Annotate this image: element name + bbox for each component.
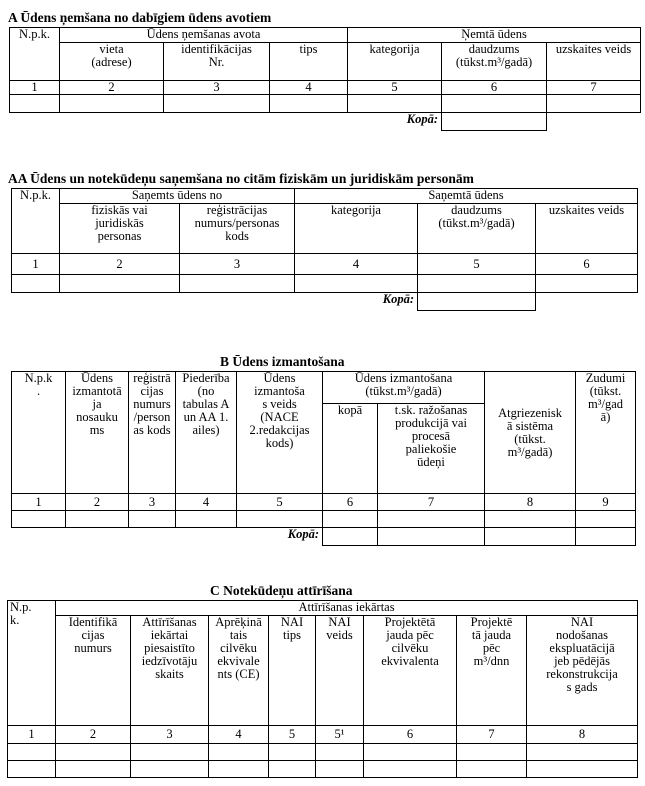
cell[interactable]	[176, 511, 237, 528]
col-number: 5	[418, 254, 536, 275]
col-pe-calculated: Aprēķinā tais cilvēku ekvivale nts (CE)	[209, 616, 269, 726]
section-a	[0, 10, 641, 131]
col-number: 8	[527, 726, 638, 744]
cell[interactable]	[348, 95, 442, 113]
cell[interactable]	[269, 761, 316, 778]
total-cell[interactable]	[485, 528, 576, 546]
cell[interactable]	[131, 761, 209, 778]
cell[interactable]	[418, 275, 536, 293]
cell[interactable]	[316, 744, 364, 761]
col-number: 3	[131, 726, 209, 744]
col-belonging: Piederība (no tabulas A un AA 1. ailes)	[176, 372, 237, 494]
col-number: 4	[295, 254, 418, 275]
cell[interactable]	[12, 275, 60, 293]
col-user-name: Ūdens izmantotā ja nosauku ms	[66, 372, 129, 494]
group-taken: Ņemtā ūdens	[348, 28, 641, 43]
col-number: 5	[237, 494, 323, 511]
total-amount-cell[interactable]	[418, 293, 536, 311]
col-number: 5¹	[316, 726, 364, 744]
col-category: kategorija	[295, 204, 418, 254]
group-treatment-plants: Attīrīšanas iekārtas	[56, 601, 638, 616]
cell[interactable]	[316, 761, 364, 778]
cell[interactable]	[576, 511, 636, 528]
col-reg-number: reģistrācijas numurs/personas kods	[180, 204, 295, 254]
col-npk: N.p.k .	[12, 372, 66, 494]
col-number: 9	[576, 494, 636, 511]
group-received-from: Saņemts ūdens no	[60, 189, 295, 204]
cell[interactable]	[485, 511, 576, 528]
cell[interactable]	[131, 744, 209, 761]
total-cell[interactable]	[378, 528, 485, 546]
col-nai-kind: NAI veids	[316, 616, 364, 726]
col-commissioning-year: NAI nodošanas ekspluatācijā jeb pēdējās rekonstrukcija s gads	[527, 616, 638, 726]
table-c	[7, 600, 638, 778]
cell[interactable]	[378, 511, 485, 528]
col-number: 2	[60, 81, 164, 95]
cell[interactable]	[164, 95, 270, 113]
cell[interactable]	[60, 95, 164, 113]
number-row	[8, 726, 638, 744]
col-id-number: identifikācijas Nr.	[164, 43, 270, 81]
cell[interactable]	[180, 275, 295, 293]
col-number: 1	[12, 254, 60, 275]
col-number: 4	[270, 81, 348, 95]
col-nai-type: NAI tips	[269, 616, 316, 726]
total-row	[12, 528, 636, 546]
col-reg-number: reģistrā cijas numurs /person as kods	[129, 372, 176, 494]
cell[interactable]	[527, 761, 638, 778]
col-number: 1	[12, 494, 66, 511]
cell[interactable]	[295, 275, 418, 293]
cell[interactable]	[323, 511, 378, 528]
cell[interactable]	[56, 761, 131, 778]
col-number: 6	[536, 254, 638, 275]
section-c	[0, 583, 638, 778]
table-row	[12, 511, 636, 528]
col-design-capacity-m3: Projektē tā jauda pēc m³/dnn	[457, 616, 527, 726]
section-b	[0, 354, 636, 546]
cell[interactable]	[56, 744, 131, 761]
col-number: 1	[8, 726, 56, 744]
col-number: 2	[66, 494, 129, 511]
total-row	[12, 293, 638, 311]
col-metering: uzskaites veids	[536, 204, 638, 254]
col-number: 6	[323, 494, 378, 511]
col-type: tips	[270, 43, 348, 81]
col-amount: daudzums (tūkst.m³/gadā)	[442, 43, 547, 81]
col-npk: N.p.k.	[10, 28, 60, 81]
col-number: 2	[56, 726, 131, 744]
cell[interactable]	[209, 744, 269, 761]
col-number: 2	[60, 254, 180, 275]
col-npk: N.p.k.	[12, 189, 60, 254]
cell[interactable]	[60, 275, 180, 293]
total-cell[interactable]	[576, 528, 636, 546]
col-number: 1	[10, 81, 60, 95]
cell[interactable]	[536, 275, 638, 293]
col-number: 5	[269, 726, 316, 744]
cell[interactable]	[457, 744, 527, 761]
cell[interactable]	[269, 744, 316, 761]
total-label: Kopā:	[382, 292, 414, 306]
col-number: 6	[442, 81, 547, 95]
table-row	[8, 761, 638, 778]
col-number: 3	[129, 494, 176, 511]
col-category: kategorija	[348, 43, 442, 81]
total-label: Kopā:	[406, 112, 439, 126]
col-location: vieta (adrese)	[60, 43, 164, 81]
section-a-title: A Ūdens ņemšana no dabīgiem ūdens avotiem	[8, 10, 272, 25]
col-person: fiziskās vai juridiskās personas	[60, 204, 180, 254]
col-total: kopā	[323, 404, 378, 494]
col-number: 5	[348, 81, 442, 95]
cell[interactable]	[457, 761, 527, 778]
group-received-water: Saņemtā ūdens	[295, 189, 638, 204]
total-label: Kopā:	[287, 527, 319, 541]
col-recirculation: Atgriezenisk ā sistēma (tūkst. m³/gadā)	[485, 372, 576, 494]
cell[interactable]	[364, 761, 457, 778]
cell[interactable]	[66, 511, 129, 528]
cell[interactable]	[209, 761, 269, 778]
cell[interactable]	[442, 95, 547, 113]
col-number: 7	[547, 81, 641, 95]
col-metering: uzskaites veids	[547, 43, 641, 81]
col-losses: Zudumi (tūkst. m³/gad ā)	[576, 372, 636, 494]
col-number: 3	[180, 254, 295, 275]
group-water-use: Ūdens izmantošana (tūkst.m³/gadā)	[323, 372, 485, 404]
col-amount: daudzums (tūkst.m³/gadā)	[418, 204, 536, 254]
cell[interactable]	[547, 95, 641, 113]
cell[interactable]	[270, 95, 348, 113]
cell[interactable]	[364, 744, 457, 761]
col-npk: N.p. k.	[8, 601, 56, 726]
col-population: Attīrīšanas iekārtai piesaistīto iedzīvotāju skaits	[131, 616, 209, 726]
cell[interactable]	[8, 744, 56, 761]
table-row	[8, 744, 638, 761]
section-c-title: C Notekūdeņu attīrīšana	[210, 583, 353, 598]
table-row	[10, 95, 641, 113]
col-incl-production: t.sk. ražošanas produkcijā vai procesā paliekošie ūdeņi	[378, 404, 485, 494]
cell[interactable]	[12, 511, 66, 528]
number-row	[12, 254, 638, 275]
col-usage-type: Ūdens izmantoša s veids (NACE 2.redakcijas kods)	[237, 372, 323, 494]
number-row	[10, 81, 641, 95]
section-aa	[0, 171, 638, 311]
col-number: 4	[176, 494, 237, 511]
table-row	[12, 275, 638, 293]
total-row	[10, 113, 641, 131]
col-number: 7	[378, 494, 485, 511]
col-number: 7	[457, 726, 527, 744]
table-a	[9, 27, 641, 131]
cell[interactable]	[527, 744, 638, 761]
cell[interactable]	[8, 761, 56, 778]
table-b	[11, 371, 636, 546]
col-number: 6	[364, 726, 457, 744]
section-aa-title: AA Ūdens un notekūdeņu saņemšana no citām fiziskām un juridiskām personām	[8, 171, 474, 186]
col-id-number: Identifikā cijas numurs	[56, 616, 131, 726]
total-amount-cell[interactable]	[442, 113, 547, 131]
section-b-title: B Ūdens izmantošana	[220, 354, 345, 369]
cell[interactable]	[237, 511, 323, 528]
cell[interactable]	[10, 95, 60, 113]
number-row	[12, 494, 636, 511]
table-aa	[11, 188, 638, 311]
col-number: 4	[209, 726, 269, 744]
col-design-capacity-pe: Projektētā jauda pēc cilvēku ekvivalenta	[364, 616, 457, 726]
total-cell[interactable]	[323, 528, 378, 546]
cell[interactable]	[129, 511, 176, 528]
col-number: 3	[164, 81, 270, 95]
col-number: 8	[485, 494, 576, 511]
group-source: Ūdens ņemšanas avota	[60, 28, 348, 43]
